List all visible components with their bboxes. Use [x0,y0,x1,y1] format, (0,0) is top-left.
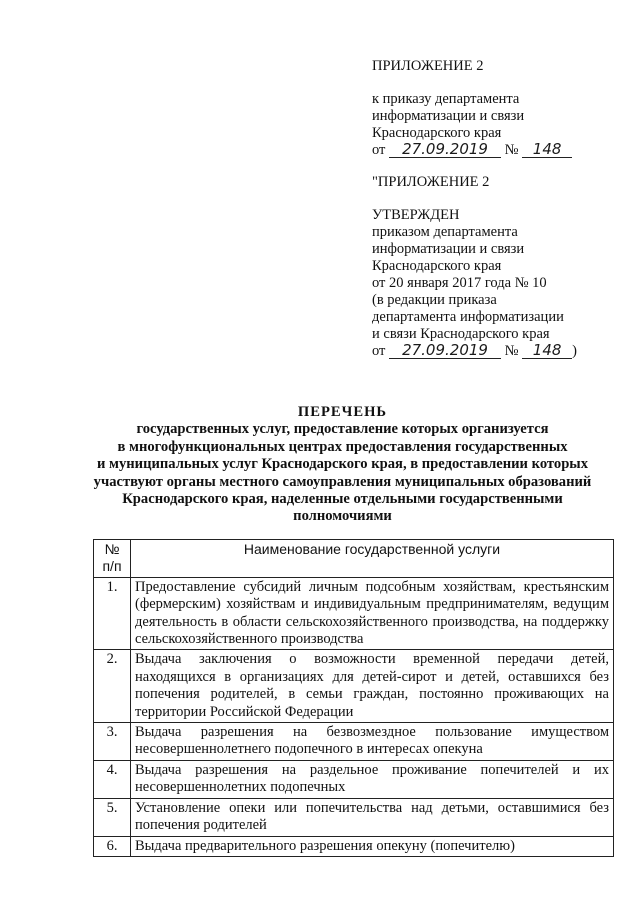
row-service-name: Установление опеки или попечительства над детьми, оставшимися без попечения родителей [131,798,614,836]
title-line-1: государственных услуг, предоставление которых организуется [136,421,549,438]
table-row [94,650,614,723]
services-table [93,539,614,857]
row-number: 4. [94,760,131,798]
approved-line-1: приказом департамента [372,224,518,240]
row-service-name: Предоставление субсидий личным подсобным хозяйствам, крестьянским (фермерским) хозяйствам и индивидуальным предпринимателям, ведущим деятельность в области сельскохозяйственного производства, на поддержку сельскохозяйственного производства [131,577,614,650]
order-number-prefix: № [504,142,519,158]
appendix-title: ПРИЛОЖЕНИЕ 2 [372,58,484,74]
revision-date-prefix: от [372,343,386,359]
header-name: Наименование государственной услуги [131,540,614,578]
approved-line-2: информатизации и связи [372,241,525,257]
approved-line-6: департамента информатизации [372,309,564,325]
approved-line-5: (в редакции приказа [372,292,497,308]
revision-number-prefix: № [504,343,519,359]
row-number: 5. [94,798,131,836]
order-date-prefix: от [372,142,386,158]
title-line-6: полномочиями [293,508,392,525]
table-row [94,723,614,761]
approved-line-4: от 20 января 2017 года № 10 [372,275,547,291]
row-service-name: Выдача разрешения на безвозмездное пользование имуществом несовершеннолетнего подопечного в интересах опекуна [131,723,614,761]
table-header-row [94,540,614,578]
approved-line-7: и связи Краснодарского края [372,326,550,342]
row-service-name: Выдача заключения о возможности временной передачи детей, находящихся в организациях для детей-сирот и детей, оставшихся без попечения родителей, в семьи граждан, постоянно проживающих на территории Российской Федерации [131,650,614,723]
quoted-appendix-title: "ПРИЛОЖЕНИЕ 2 [372,174,490,190]
approved-line-3: Краснодарского края [372,258,502,274]
order-number: 148 [522,142,572,158]
table-row [94,577,614,650]
order-line-3: Краснодарского края [372,125,502,141]
revision-date-line [372,343,634,360]
order-date-line [372,142,634,159]
order-line-2: информатизации и связи [372,108,525,124]
row-service-name: Выдача разрешения на раздельное проживание попечителей и их несовершеннолетних подопечных [131,760,614,798]
title-line-2: в многофункциональных центрах предоставления государственных [117,438,568,455]
row-number: 2. [94,650,131,723]
approved-label: УТВЕРЖДЕН [372,207,460,223]
revision-number: 148 [522,343,572,359]
revision-close: ) [572,343,577,359]
table-row [94,760,614,798]
document-title [70,404,615,526]
title-line-3: и муниципальных услуг Краснодарского края, в предоставлении которых [96,456,589,473]
row-number: 3. [94,723,131,761]
header-number: № п/п [94,540,131,578]
row-number: 1. [94,577,131,650]
row-number: 6. [94,836,131,856]
title-line-4: участвуют органы местного самоуправления муниципальных образований [93,473,592,490]
table-row [94,798,614,836]
row-service-name: Выдача предварительного разрешения опекуну (попечителю) [131,836,614,856]
table-row [94,836,614,856]
title-heading: ПЕРЕЧЕНЬ [297,404,388,420]
document-header [372,58,634,360]
order-line-1: к приказу департамента [372,91,520,107]
title-line-5: Краснодарского края, наделенные отдельными государственными [122,491,563,508]
order-date: 27.09.2019 [389,142,501,158]
revision-date: 27.09.2019 [389,343,501,359]
